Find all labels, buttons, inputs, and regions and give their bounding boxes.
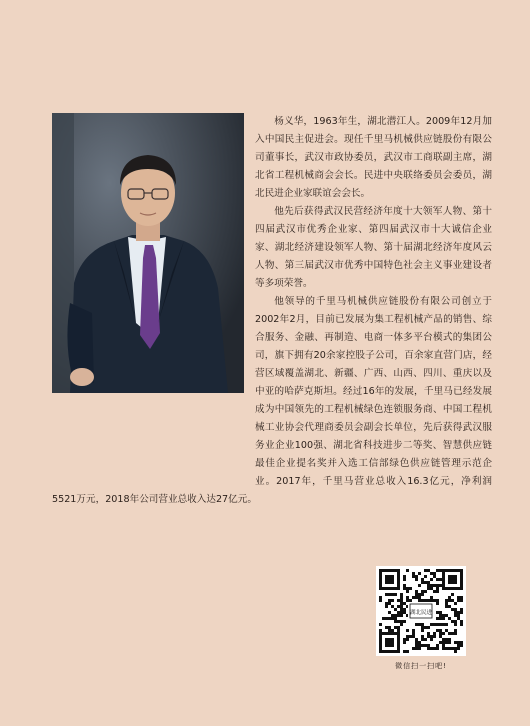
qr-module bbox=[391, 617, 394, 620]
qr-module bbox=[406, 635, 409, 638]
qr-module bbox=[454, 650, 457, 653]
qr-module bbox=[418, 593, 421, 596]
qr-module bbox=[415, 596, 418, 599]
qr-module bbox=[412, 575, 415, 578]
qr-module bbox=[442, 641, 445, 644]
qr-module bbox=[418, 599, 421, 602]
qr-module bbox=[391, 614, 394, 617]
qr-module bbox=[430, 572, 433, 575]
qr-module bbox=[400, 605, 403, 608]
photo-spacer bbox=[52, 113, 255, 481]
qr-module bbox=[445, 602, 448, 605]
qr-module bbox=[433, 635, 436, 638]
qr-module bbox=[406, 638, 409, 641]
qr-module bbox=[379, 599, 382, 602]
qr-module bbox=[445, 599, 448, 602]
qr-module bbox=[442, 632, 445, 635]
biography-paragraph-1: 杨义华，1963年生，湖北潜江人。2009年12月加入中国民主促进会。现任千里马机械供应链股份有限公司董事长，武汉市政协委员，武汉市工商联副主席，湖北省工程机械商会会长。民进中央联络委员会委员，湖北民进企业家联谊会会长。 bbox=[255, 116, 492, 199]
qr-module bbox=[457, 599, 460, 602]
qr-module bbox=[397, 611, 400, 614]
qr-module bbox=[415, 638, 418, 641]
qr-module bbox=[397, 626, 400, 629]
qr-module bbox=[403, 608, 406, 611]
qr-module bbox=[424, 590, 427, 593]
qr-module bbox=[430, 596, 433, 599]
qr-module bbox=[439, 641, 442, 644]
qr-module bbox=[415, 644, 418, 647]
qr-module bbox=[424, 581, 427, 584]
qr-module bbox=[439, 623, 442, 626]
qr-module bbox=[421, 578, 424, 581]
qr-code-image bbox=[376, 566, 466, 656]
qr-module bbox=[439, 569, 442, 572]
qr-module bbox=[421, 626, 424, 629]
qr-module bbox=[436, 629, 439, 632]
qr-module bbox=[421, 638, 424, 641]
qr-module bbox=[397, 629, 400, 632]
qr-module bbox=[436, 569, 439, 572]
qr-module bbox=[415, 623, 418, 626]
qr-module bbox=[394, 617, 397, 620]
qr-module bbox=[457, 596, 460, 599]
qr-module bbox=[436, 644, 439, 647]
qr-module bbox=[457, 641, 460, 644]
qr-caption: 微信扫一扫吧! bbox=[395, 662, 447, 670]
qr-module bbox=[433, 632, 436, 635]
qr-code-block bbox=[376, 566, 466, 671]
qr-module bbox=[391, 593, 394, 596]
qr-module bbox=[424, 626, 427, 629]
qr-module bbox=[418, 596, 421, 599]
qr-module bbox=[400, 608, 403, 611]
qr-module bbox=[460, 608, 463, 611]
qr-module bbox=[454, 623, 457, 626]
qr-module bbox=[406, 587, 409, 590]
qr-module bbox=[430, 623, 433, 626]
qr-module bbox=[457, 644, 460, 647]
qr-module bbox=[451, 620, 454, 623]
qr-module bbox=[433, 572, 436, 575]
qr-module bbox=[451, 632, 454, 635]
qr-module bbox=[442, 614, 445, 617]
qr-module bbox=[406, 599, 409, 602]
qr-module bbox=[400, 602, 403, 605]
qr-module bbox=[388, 626, 391, 629]
qr-module bbox=[427, 626, 430, 629]
qr-module bbox=[436, 578, 439, 581]
qr-module bbox=[418, 647, 421, 650]
qr-module bbox=[391, 599, 394, 602]
qr-module bbox=[421, 623, 424, 626]
qr-module bbox=[424, 599, 427, 602]
qr-module bbox=[415, 578, 418, 581]
qr-module bbox=[418, 644, 421, 647]
qr-module bbox=[448, 617, 451, 620]
qr-module bbox=[406, 596, 409, 599]
qr-module bbox=[451, 608, 454, 611]
qr-module bbox=[442, 617, 445, 620]
qr-module bbox=[454, 647, 457, 650]
qr-module bbox=[427, 581, 430, 584]
qr-module bbox=[454, 611, 457, 614]
qr-module bbox=[394, 626, 397, 629]
qr-module bbox=[445, 647, 448, 650]
qr-module bbox=[400, 623, 403, 626]
qr-module bbox=[460, 611, 463, 614]
qr-module bbox=[403, 575, 406, 578]
qr-module bbox=[415, 641, 418, 644]
qr-module bbox=[385, 593, 388, 596]
qr-module bbox=[421, 599, 424, 602]
qr-module bbox=[382, 617, 385, 620]
qr-module bbox=[442, 644, 445, 647]
qr-module bbox=[412, 629, 415, 632]
qr-module bbox=[460, 596, 463, 599]
qr-module bbox=[421, 581, 424, 584]
qr-module bbox=[424, 575, 427, 578]
qr-module bbox=[433, 590, 436, 593]
qr-module bbox=[406, 569, 409, 572]
qr-module bbox=[427, 599, 430, 602]
qr-module bbox=[448, 596, 451, 599]
qr-module bbox=[454, 614, 457, 617]
qr-module bbox=[406, 629, 409, 632]
qr-module bbox=[385, 617, 388, 620]
qr-module bbox=[460, 623, 463, 626]
qr-module bbox=[436, 623, 439, 626]
qr-module bbox=[403, 638, 406, 641]
qr-module bbox=[433, 623, 436, 626]
qr-module bbox=[433, 575, 436, 578]
qr-module bbox=[397, 620, 400, 623]
qr-module bbox=[424, 644, 427, 647]
qr-module bbox=[442, 647, 445, 650]
qr-module bbox=[409, 635, 412, 638]
qr-module bbox=[436, 584, 439, 587]
qr-module bbox=[421, 644, 424, 647]
qr-module bbox=[403, 587, 406, 590]
qr-module bbox=[430, 599, 433, 602]
qr-module bbox=[394, 614, 397, 617]
qr-module bbox=[433, 647, 436, 650]
qr-module bbox=[445, 641, 448, 644]
qr-module bbox=[397, 599, 400, 602]
qr-module bbox=[400, 614, 403, 617]
qr-module bbox=[421, 635, 424, 638]
qr-module bbox=[415, 575, 418, 578]
qr-module bbox=[388, 629, 391, 632]
qr-module bbox=[385, 626, 388, 629]
qr-module bbox=[409, 599, 412, 602]
qr-module bbox=[406, 590, 409, 593]
qr-module bbox=[439, 611, 442, 614]
qr-module bbox=[415, 590, 418, 593]
qr-module bbox=[451, 593, 454, 596]
qr-module bbox=[412, 647, 415, 650]
qr-module bbox=[427, 644, 430, 647]
qr-module bbox=[454, 608, 457, 611]
qr-module bbox=[409, 587, 412, 590]
qr-module bbox=[418, 584, 421, 587]
qr-module bbox=[442, 638, 445, 641]
qr-module bbox=[403, 650, 406, 653]
qr-module bbox=[448, 599, 451, 602]
qr-module bbox=[448, 605, 451, 608]
qr-module bbox=[388, 611, 391, 614]
qr-module bbox=[412, 572, 415, 575]
qr-module bbox=[436, 647, 439, 650]
qr-module bbox=[430, 584, 433, 587]
qr-module bbox=[454, 602, 457, 605]
qr-module bbox=[448, 647, 451, 650]
qr-module bbox=[451, 599, 454, 602]
qr-module bbox=[394, 608, 397, 611]
qr-module bbox=[427, 635, 430, 638]
qr-module bbox=[439, 635, 442, 638]
qr-module bbox=[379, 623, 382, 626]
qr-module bbox=[403, 620, 406, 623]
qr-module bbox=[403, 641, 406, 644]
qr-module bbox=[436, 611, 439, 614]
qr-module bbox=[427, 632, 430, 635]
qr-module bbox=[433, 599, 436, 602]
qr-module bbox=[457, 647, 460, 650]
qr-module bbox=[427, 587, 430, 590]
qr-code[interactable] bbox=[376, 566, 466, 656]
qr-module bbox=[460, 620, 463, 623]
qr-module bbox=[451, 647, 454, 650]
qr-module bbox=[460, 641, 463, 644]
qr-module bbox=[403, 611, 406, 614]
qr-module bbox=[430, 647, 433, 650]
qr-module bbox=[442, 623, 445, 626]
qr-module bbox=[403, 584, 406, 587]
qr-module bbox=[433, 584, 436, 587]
qr-module bbox=[430, 635, 433, 638]
qr-module bbox=[397, 605, 400, 608]
qr-module bbox=[457, 611, 460, 614]
qr-module bbox=[415, 593, 418, 596]
qr-module bbox=[454, 620, 457, 623]
qr-module bbox=[400, 611, 403, 614]
qr-module bbox=[400, 620, 403, 623]
qr-module bbox=[424, 569, 427, 572]
qr-module bbox=[448, 632, 451, 635]
qr-module bbox=[427, 647, 430, 650]
qr-module bbox=[436, 602, 439, 605]
qr-module bbox=[400, 599, 403, 602]
qr-module bbox=[448, 638, 451, 641]
qr-module bbox=[430, 638, 433, 641]
qr-module bbox=[424, 638, 427, 641]
qr-module bbox=[388, 602, 391, 605]
qr-module bbox=[394, 620, 397, 623]
qr-module bbox=[421, 593, 424, 596]
qr-module bbox=[430, 578, 433, 581]
qr-module bbox=[454, 641, 457, 644]
qr-module bbox=[439, 629, 442, 632]
qr-module bbox=[418, 572, 421, 575]
qr-module bbox=[415, 647, 418, 650]
qr-module bbox=[388, 617, 391, 620]
biography-paragraph-2: 他先后获得武汉民营经济年度十大领军人物、第十四届武汉市优秀企业家、第四届武汉市十大诚信企业家、湖北经济建设领军人物、第十届湖北经济年度风云人物、第三届武汉市优秀中国特色社会主义事业建设者等多项荣誉。 bbox=[255, 206, 492, 289]
qr-module bbox=[388, 593, 391, 596]
qr-module bbox=[391, 629, 394, 632]
qr-module bbox=[394, 593, 397, 596]
qr-module bbox=[436, 587, 439, 590]
qr-module bbox=[385, 605, 388, 608]
qr-module bbox=[400, 596, 403, 599]
qr-center-logo-text: 湖北民进 bbox=[409, 610, 433, 616]
qr-module bbox=[379, 629, 382, 632]
qr-module bbox=[445, 623, 448, 626]
qr-module bbox=[445, 629, 448, 632]
qr-module bbox=[412, 632, 415, 635]
qr-module bbox=[418, 641, 421, 644]
qr-module bbox=[421, 629, 424, 632]
qr-module bbox=[397, 614, 400, 617]
qr-module bbox=[439, 632, 442, 635]
qr-module bbox=[421, 590, 424, 593]
qr-module bbox=[403, 602, 406, 605]
qr-module bbox=[418, 623, 421, 626]
qr-module bbox=[460, 644, 463, 647]
qr-module bbox=[379, 596, 382, 599]
qr-module bbox=[436, 590, 439, 593]
qr-module bbox=[454, 629, 457, 632]
qr-module bbox=[403, 578, 406, 581]
qr-module bbox=[406, 650, 409, 653]
qr-module bbox=[388, 599, 391, 602]
qr-module bbox=[448, 641, 451, 644]
qr-module bbox=[412, 596, 415, 599]
qr-module bbox=[445, 638, 448, 641]
qr-module bbox=[439, 617, 442, 620]
qr-module bbox=[436, 599, 439, 602]
qr-module bbox=[427, 569, 430, 572]
qr-module bbox=[454, 632, 457, 635]
qr-module bbox=[391, 605, 394, 608]
qr-module bbox=[439, 614, 442, 617]
biography-paragraph-3: 他领导的千里马机械供应链股份有限公司创立于2002年2月，目前已发展为集工程机械产品的销售、综合服务、金融、再制造、电商一体多平台模式的集团公司，旗下拥有20余家控股子公司，百余家直营门店，经营区域覆盖湖北、新疆、广西、山西、四川、重庆以及中亚的哈萨克斯坦。经过16年的发展，千里马已经发展成为中国领先的工程机械绿色连锁服务商、中国工程机械工业协会代理商委员会副会长单位，先后获得武汉服务业企业100强、湖北省科技进步二等奖、智慧供应链最佳企业提名奖并入选工信部绿色供应链管理示范企业。2017年，千里马营业总收入16.3亿元，净利润5521万元，2018年公司营业总收入达27亿元。 bbox=[52, 296, 492, 505]
qr-module bbox=[430, 587, 433, 590]
qr-module bbox=[400, 593, 403, 596]
qr-module bbox=[457, 617, 460, 620]
qr-module bbox=[460, 599, 463, 602]
qr-module bbox=[385, 602, 388, 605]
qr-module bbox=[412, 635, 415, 638]
qr-module bbox=[439, 584, 442, 587]
qr-module bbox=[439, 578, 442, 581]
qr-module bbox=[457, 614, 460, 617]
qr-module bbox=[445, 614, 448, 617]
qr-module bbox=[445, 605, 448, 608]
qr-module bbox=[427, 584, 430, 587]
biography-text bbox=[52, 113, 492, 509]
qr-module bbox=[436, 617, 439, 620]
